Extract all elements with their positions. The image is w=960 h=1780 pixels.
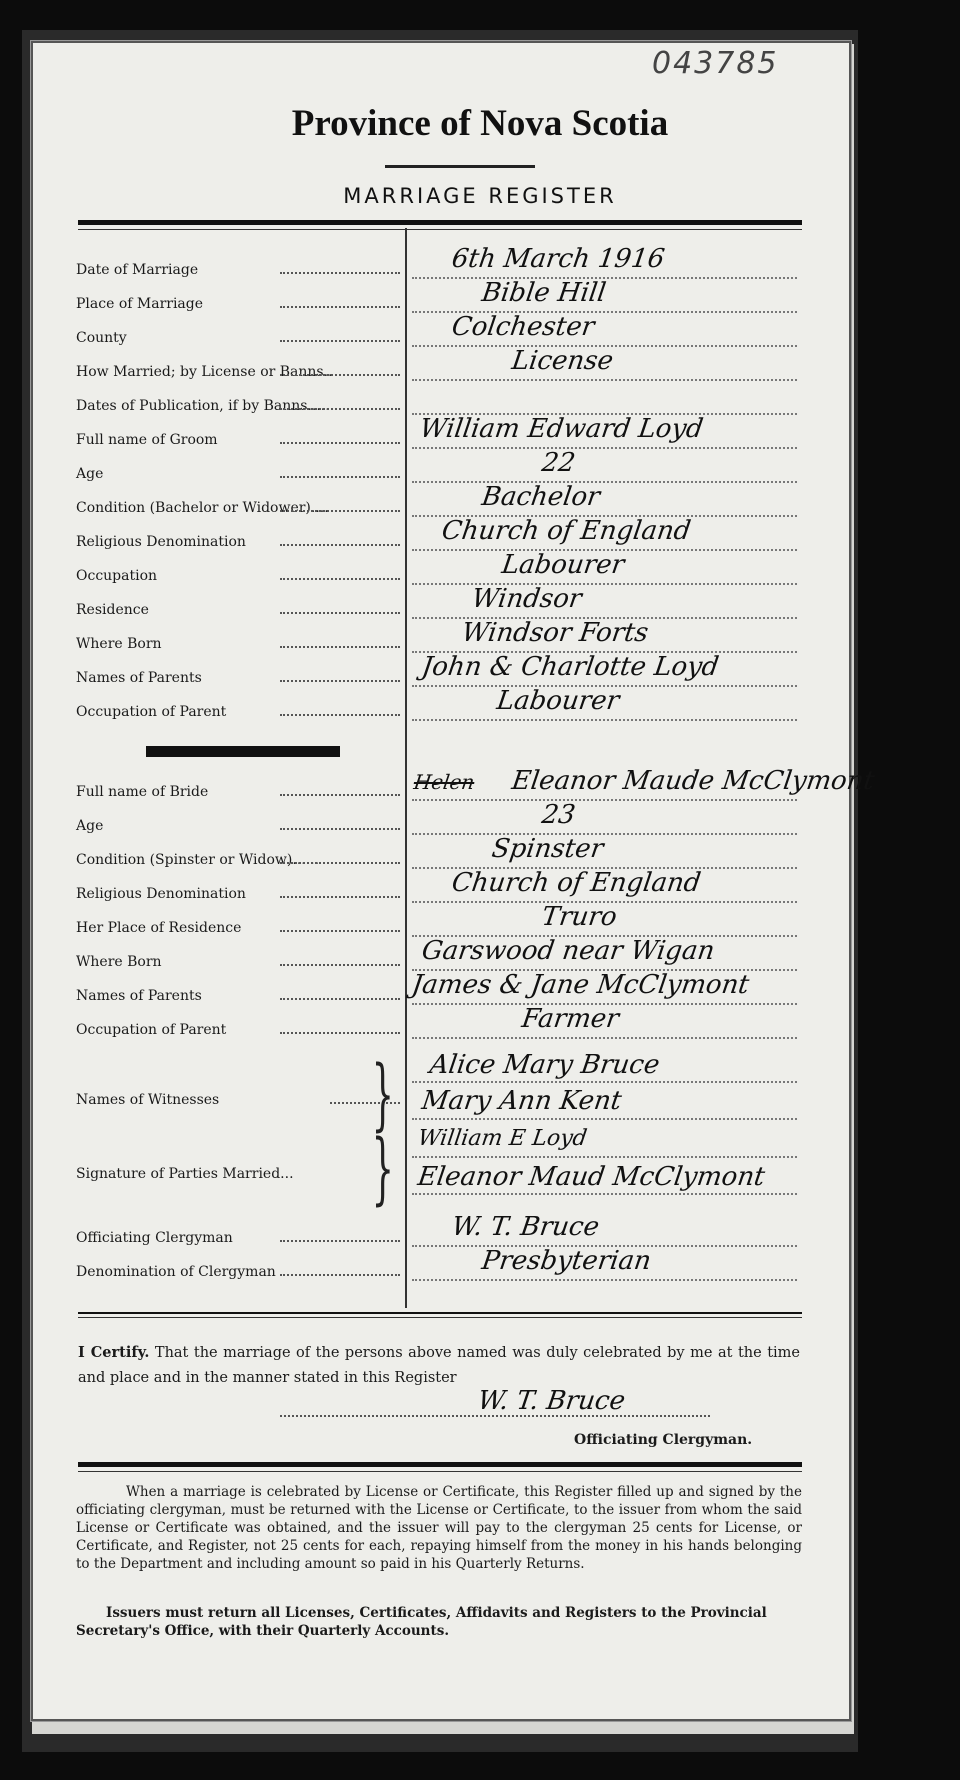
groom-value: License	[509, 346, 616, 376]
dots	[280, 827, 400, 830]
top-rule-thin	[78, 229, 802, 230]
groom-value: Labourer	[494, 686, 622, 716]
clergy-label: Officiating Clergyman	[76, 1230, 233, 1246]
bride-value: Garswood near Wigan	[419, 936, 717, 966]
groom-label: Age	[76, 466, 104, 482]
bride-label: Full name of Bride	[76, 784, 209, 800]
officiating-caption: Officiating Clergyman.	[574, 1432, 753, 1448]
top-rule	[78, 220, 802, 225]
party-2-line	[412, 1192, 797, 1195]
notice-text: When a marriage is celebrated by License or Certificate, this Register filled up and signed by the officiating clergyman, must be returned with the License or Certificate, to the issuer from whom the said License or Certificate was obtained, and the issuer will pay to the clergyman 25 cents for License, or Certificate, and Register, not 25 cents for each, repaying himself from the money in his hands belonging to the Department and including amount so paid in his Quarterly Returns.	[76, 1484, 802, 1572]
bride-value: Spinster	[489, 834, 606, 864]
witnesses-row	[76, 1082, 406, 1110]
bride-label: Where Born	[76, 954, 162, 970]
dots	[280, 861, 400, 864]
parties-brace: }	[371, 1124, 394, 1214]
dots	[280, 1273, 400, 1276]
certify-block	[78, 1340, 800, 1391]
bride-label: Her Place of Residence	[76, 920, 242, 936]
groom-label: Religious Denomination	[76, 534, 246, 550]
groom-row	[76, 252, 406, 280]
witness-1-line	[412, 1080, 797, 1083]
dots	[280, 645, 400, 648]
dots	[280, 679, 400, 682]
bride-label: Age	[76, 818, 104, 834]
dots	[280, 509, 400, 512]
groom-label: Names of Parents	[76, 670, 202, 686]
bride-value: Eleanor Maude McClymont	[509, 766, 877, 796]
notice-rule-thin	[78, 1471, 802, 1472]
groom-label: Residence	[76, 602, 149, 618]
groom-row	[76, 320, 406, 348]
bride-row	[76, 944, 406, 972]
dots	[280, 611, 400, 614]
witnesses-brace: }	[371, 1050, 394, 1140]
bride-label: Condition (Spinster or Widow)......	[76, 852, 320, 868]
title-rule	[385, 165, 535, 168]
bride-row	[76, 978, 406, 1006]
page-title: Province of Nova Scotia	[291, 103, 669, 144]
parties-label: Signature of Parties Married...	[76, 1166, 294, 1182]
dots	[280, 407, 400, 410]
dots	[280, 577, 400, 580]
clergy-row	[76, 1220, 406, 1248]
witness-2: Mary Ann Kent	[419, 1086, 624, 1116]
bride-row	[76, 808, 406, 836]
groom-value-line	[412, 582, 797, 585]
dots	[280, 305, 400, 308]
dots	[280, 963, 400, 966]
groom-value: Windsor	[469, 584, 584, 614]
bride-label: Occupation of Parent	[76, 1022, 227, 1038]
dots	[280, 543, 400, 546]
groom-value: 6th March 1916	[449, 244, 667, 274]
dots	[280, 895, 400, 898]
dots	[280, 929, 400, 932]
bride-row	[76, 774, 406, 802]
bride-value: Church of England	[449, 868, 703, 898]
dots	[280, 271, 400, 274]
groom-row	[76, 694, 406, 722]
bride-label: Names of Parents	[76, 988, 202, 1004]
clergy-signature: W. T. Bruce	[475, 1386, 628, 1416]
parties-row	[76, 1156, 406, 1184]
bride-value: Farmer	[519, 1004, 621, 1034]
clergy-value: Presbyterian	[479, 1246, 653, 1276]
bride-value: James & Jane McClymont	[409, 970, 751, 1000]
witness-1: Alice Mary Bruce	[427, 1050, 662, 1080]
groom-row	[76, 524, 406, 552]
dots	[280, 1239, 400, 1242]
dots	[280, 441, 400, 444]
certify-rule-thin	[78, 1317, 802, 1318]
clergy-row	[76, 1254, 406, 1282]
dots	[280, 793, 400, 796]
bride-signature: Eleanor Maud McClymont	[415, 1162, 767, 1192]
groom-label: Date of Marriage	[76, 262, 199, 278]
groom-row	[76, 490, 406, 518]
groom-value: Bachelor	[479, 482, 602, 512]
groom-value: John & Charlotte Loyd	[419, 652, 721, 682]
groom-row	[76, 626, 406, 654]
bride-label: Religious Denomination	[76, 886, 246, 902]
bride-row	[76, 910, 406, 938]
groom-label: Dates of Publication, if by Banns.....	[76, 398, 330, 414]
dots	[280, 1031, 400, 1034]
groom-value-line	[412, 480, 797, 483]
groom-value: William Edward Loyd	[417, 414, 706, 444]
certify-text: That the marriage of the persons above named was duly celebrated by me at the time and place and in the manner stated in this Register	[78, 1345, 800, 1386]
groom-row	[76, 422, 406, 450]
groom-row	[76, 558, 406, 586]
struck-name: Helen	[412, 770, 477, 794]
groom-label: Place of Marriage	[76, 296, 204, 312]
dots	[280, 339, 400, 342]
bride-row	[76, 876, 406, 904]
groom-row	[76, 286, 406, 314]
groom-label: Occupation of Parent	[76, 704, 227, 720]
groom-row	[76, 456, 406, 484]
clergy-value-line	[412, 1278, 797, 1281]
groom-value: Labourer	[499, 550, 627, 580]
register-subtitle: MARRIAGE REGISTER	[343, 184, 617, 208]
witness-2-line	[412, 1117, 797, 1120]
certify-lead: I Certify.	[78, 1344, 150, 1361]
stamp-number: 043785	[652, 46, 779, 81]
groom-label: Where Born	[76, 636, 162, 652]
groom-label: Full name of Groom	[76, 432, 218, 448]
groom-row	[76, 592, 406, 620]
groom-row	[76, 660, 406, 688]
dots	[280, 373, 400, 376]
groom-value: Colchester	[449, 312, 597, 342]
notice-rule	[78, 1462, 802, 1467]
bride-value-line	[412, 798, 797, 801]
dots	[280, 713, 400, 716]
dots	[280, 997, 400, 1000]
groom-row	[76, 354, 406, 382]
notice-bold: Issuers must return all Licenses, Certificates, Affidavits and Registers to the Provincial Secretary's Office, with their Quarterly Accounts.	[76, 1605, 767, 1639]
bride-section-bar	[146, 746, 340, 757]
bride-value: Truro	[539, 902, 619, 932]
witnesses-label: Names of Witnesses	[76, 1092, 220, 1108]
groom-value-line	[412, 378, 797, 381]
clergy-value: W. T. Bruce	[449, 1212, 602, 1242]
groom-label: Occupation	[76, 568, 158, 584]
certify-rule	[78, 1312, 802, 1314]
groom-value: Bible Hill	[479, 278, 608, 308]
groom-signature: William E Loyd	[416, 1126, 589, 1151]
party-1-line	[412, 1155, 797, 1158]
clergy-label: Denomination of Clergyman	[76, 1264, 276, 1280]
groom-value: Windsor Forts	[459, 618, 651, 648]
groom-row	[76, 388, 406, 416]
groom-value-line	[412, 718, 797, 721]
groom-value: Church of England	[439, 516, 693, 546]
bride-value-line	[412, 1036, 797, 1039]
bride-value: 23	[539, 800, 578, 830]
groom-label: County	[76, 330, 127, 346]
bride-row	[76, 842, 406, 870]
bride-row	[76, 1012, 406, 1040]
groom-value: 22	[539, 448, 578, 478]
groom-label: How Married; by License or Banns..	[76, 364, 333, 380]
groom-label: Condition (Bachelor or Widower)....	[76, 500, 329, 516]
groom-value-line	[412, 446, 797, 449]
dots	[280, 475, 400, 478]
